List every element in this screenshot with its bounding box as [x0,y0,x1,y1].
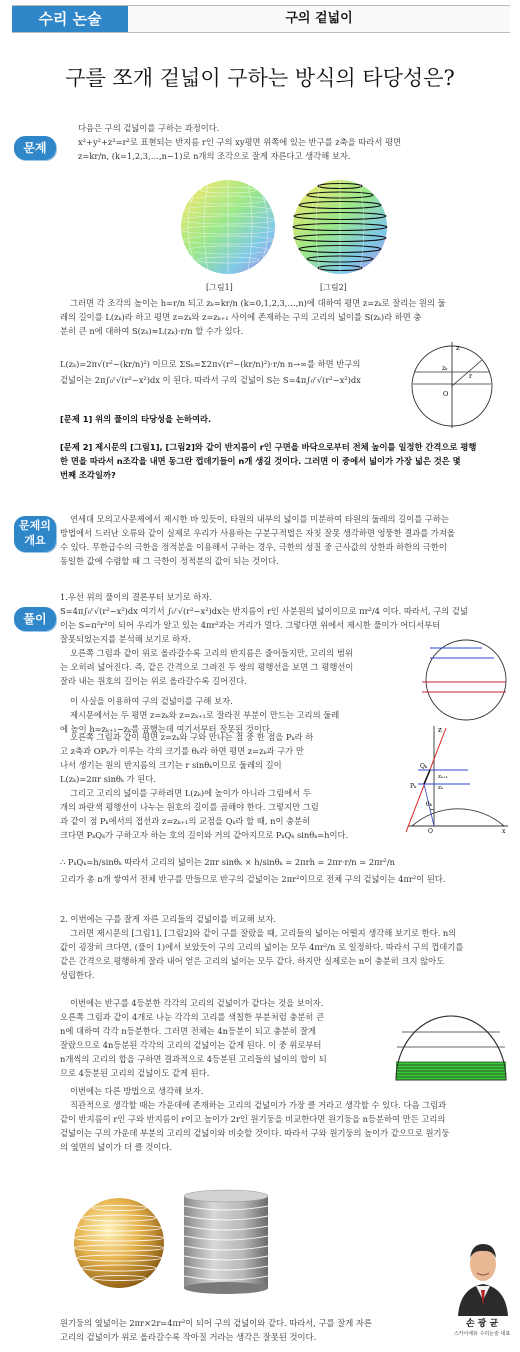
zk-label: zₖ [438,785,443,791]
question-line: 번째 조각일까? [60,470,116,480]
solution-line: S=4π∫₀ʳ√(r²−x²)dx 여기서 ∫₀ʳ√(r²−x²)dx는 반지름이 r인 사분원의 넓이이므로 πr²/4 이다. 따라서, 구의 겉넓 [60,606,468,616]
overview-line: 방법에서 드러난 오류와 같이 실제로 우리가 사용하는 구분구적법은 자칫 잘못 생각하면 엉뚱한 결과를 가져올 [60,528,455,538]
badge-line: 개요 [24,534,46,547]
solution-part2-intro [60,912,510,982]
figure-caption: [그림2] [320,283,347,292]
problem-line: x²+y²+z²=r²로 표현되는 반지름 r인 구의 xy평면 위쪽에 있는 반구를 z축을 따라서 평면 [78,137,401,147]
problem-line: 겉넓이는 2π∫₀ʳ√(r²−x²)dx 이 된다. 따라서 구의 겉넓이 S는 S=4π∫₀ʳ√(r²−x²)dx [60,375,361,385]
problem-line: 다음은 구의 겉넓이를 구하는 과정이다. [78,123,220,133]
solution-line: 므로 4등분된 고리의 겉넓이도 같게 된다. [60,1068,210,1078]
x-axis-label: x [502,828,506,835]
overview-line: 수 있다. 무한급수의 극한을 정적분을 이용해서 구하는 경우, 극한의 성질 중 근사값의 상한과 하한의 극한이 [60,542,447,552]
solution-line: 과 같이 점 Pₖ에서의 접선과 z=zₖ₊₁의 교점을 Qₖ라 할 때, n이 충분히 [60,816,311,826]
sphere-figure-1 [178,178,278,276]
solution-part2-quarters [60,996,386,1080]
problem-line: 레의 길이를 L(zₖ)라 하고 평면 z=zₖ와 z=zₖ₊₁ 사이에 존재하는 구의 고리의 넓이를 S(zₖ)라 하면 충 [60,312,422,322]
solution-line: L(zₖ)=2πr sinθₖ 가 된다. [60,774,156,784]
solution-line: 같이 반지름이 r인 구와 반지름이 r이고 높이가 2r인 원기둥을 비교한다면 원기둥을 n등분하여 만든 고리의 [60,1114,446,1124]
solution-line: 에 높이 h=zₖ₊₁−zₖ를 곱했는데 여기서부터 잘못된 것이다. [60,724,273,734]
overview-badge [14,516,56,552]
question-1: [문제 1] 위의 풀이의 타당성을 논하여라. [60,414,212,424]
hemisphere-diagram [392,1010,510,1084]
solution-line: 그러면 제시문의 [그림1], [그림2]와 같이 구를 잘랐을 때, 고리들의 넓이는 어떨지 생각해 보기로 한다. n의 [70,928,457,938]
author-role: 스카이에듀 수리논술 대표 [453,1331,511,1337]
radius-label: r [469,372,473,380]
page-title: 구를 쪼개 겉넓이 구하는 방식의 타당성은? [65,66,455,90]
solution-line: 고리의 겉넓이가 위로 올라갈수록 작아질 거라는 생각은 잘못된 것이다. [60,1332,317,1342]
solution-line: 성립한다. [60,970,95,980]
solution-line: n개씩의 고리의 합을 구하면 결과적으로 4등분된 고리들의 넓이의 합이 되 [60,1054,327,1064]
problem-intro [78,121,508,163]
solution-line: 의 옆면의 넓이가 더 클 것이다. [60,1142,173,1152]
solution-line: 이번에는 반구를 4등분한 각각의 고리의 겉넓이가 같다는 것을 보이자. [70,998,324,1008]
figure-caption: [그림1] [206,283,233,292]
solution-line: 개의 파란색 평행선이 나누는 원호의 길이를 곱해야 한다. 그렇지만 그림 [60,802,319,812]
axis-label: z [438,726,442,734]
qk-label: Qₖ [420,763,428,770]
category-label: 수리 논술 [12,6,128,32]
problem-derivation [60,356,378,388]
solution-line: 겉넓이는 구의 가운데 부분의 고리의 겉넓이와 비슷할 것이다. 따라서 구와 원기둥의 높이가 같으므로 원기둥 [60,1128,450,1138]
solution-part1-result [60,854,510,888]
sphere-figure-2 [290,178,390,276]
author-name: 손 광 균 [465,1319,499,1329]
solution-part2-cylinder [60,1084,510,1154]
solution-line: 같은 간격으로 평행하게 잘라 내어 얻은 고리의 넓이는 모두 같다. 하지만 실제로는 n이 충분히 크지 않아도 [60,956,445,966]
problem-line: 분히 큰 n에 대하여 S(zₖ)≈L(zₖ)·r/n 할 수가 있다. [60,326,244,336]
solution-line: 나서 생기는 원의 반지름의 크기는 r sinθₖ이므로 둘레의 길이 [60,760,282,770]
gold-sphere [72,1196,166,1290]
tangent-diagram [404,722,510,834]
page-header [12,5,510,33]
solution-line: 그리고 고리의 넓이를 구하려면 L(zₖ)에 높이가 아니라 그림에서 두 [70,788,311,798]
grey-cylinder [182,1188,270,1296]
axis-label: z [456,344,460,352]
solution-line: 직관적으로 생각할 때는 가운데에 존재하는 고리의 겉넓이가 가장 클 거라고 생각할 수 있다. 다음 그림과 [70,1100,447,1110]
solution-line: 값이 굉장히 크다면, (풀이 1)에서 보았듯이 구의 고리의 넓이는 모두 4πr²/n 로 일정하다. 따라서 구의 껍데기를 [60,942,464,952]
solution-line: 이는 S=π²r²이 되어 우리가 알고 있는 4πr²과는 거리가 멀다. 그렇다면 위에서 제시한 풀이가 어디서부터 [60,620,441,630]
solution-line: 고 z축과 OPₖ가 이루는 각의 크기를 θₖ라 하면 평면 z=zₖ과 구가 만 [60,746,304,756]
solution-line: 오른쪽 그림과 같이 위로 올라갈수록 고리의 반지름은 줄어들지만, 고리의 범위 [70,648,353,658]
theta-label: θₖ [426,801,432,808]
overview-text [60,512,510,568]
origin-label: O [428,828,433,835]
solution-line: 이 사실을 이용하여 구의 겉넓이를 구해 보자. [70,696,233,706]
problem-line: 그러면 각 조각의 높이는 h=r/n 되고 zₖ=kr/n (k=0,1,2,3,…,n)에 대하여 평면 z=zₖ로 잘리는 원의 둘 [70,298,446,308]
solution-line: 1.우선 위의 풀이의 결론부터 보기로 하자. [60,592,212,602]
question-2 [60,440,510,482]
question-line: [문제 2] 제시문의 [그림1], [그림2]와 같이 반지름이 r인 구면을 바닥으로부터 전체 높이를 일정한 간격으로 평행 [60,442,477,452]
solution-line: 이번에는 다른 방법으로 생각해 보자. [70,1086,204,1096]
solution-line: ∴ PₖQₖ=h/sinθₖ 따라서 고리의 넓이는 2πr sinθₖ × h/sinθₖ = 2πrh = 2πr·r/n = 2πr²/n [60,857,395,867]
solution-line: 2. 이번에는 구를 잘게 자른 고리들의 겉넓이를 비교해 보자. [60,914,276,924]
circle-diagram-parallels [416,636,508,722]
topic-label: 구의 겉넓이 [285,11,353,26]
solution-part1-ring [60,646,410,736]
problem-line: L(zₖ)=2π√(r²−(kr/n)²) 이므로 ΣSₖ=Σ2π√(r²−(kr/n)²)·r/n n→∞를 하면 반구의 [60,359,361,369]
solution-line: 오른쪽 그림과 같이 평면 z=zₖ와 구와 만나는 점 중 한 점을 Pₖ라 하 [70,732,314,742]
solution-conclusion [60,1316,442,1344]
solution-line: 오른쪽 그림과 같이 4개로 나눈 각각의 고리를 색칠한 부분처럼 충분히 큰 [60,1012,325,1022]
solution-line: n에 대하여 각각 n등분한다. 그러면 전체는 4n등분이 되고 충분히 잘게 [60,1026,317,1036]
problem-line: z=kr/n, (k=1,2,3,…,n−1)로 n개의 조각으로 잘게 자른다고 생각해 보자. [78,151,351,161]
problem-body [60,296,510,338]
pk-label: Pₖ [410,783,417,790]
solution-line: 고리가 총 n개 쌓여서 전체 반구를 만들므로 반구의 겉넓이는 2πr²이므로 전체 구의 겉넓이는 4πr²이 된다. [60,874,446,884]
solution-line: 잘라 내는 원호의 길이는 위로 올라갈수록 길어진다. [60,676,247,686]
solution-line: 제시문에서는 두 평면 z=zₖ와 z=zₖ₊₁로 잘라진 부분이 만드는 고리의 둘레 [70,710,340,720]
question-line: 한 면을 따라서 n조각을 내면 동그란 껍데기들이 n개 생길 것이다. 그러면 이 중에서 넓이가 가장 넓은 것은 몇 [60,456,461,466]
zk1-label: zₖ₊₁ [438,774,449,780]
overview-line: 연세대 모의고사문제에서 제시한 바 있듯이, 타원의 내부의 넓이를 미분하여 타원의 둘레의 길이를 구하는 [70,514,449,524]
overview-line: 동일한 값에 수렴할 때 그 극한이 정적분의 값이 되는 것이다. [60,556,279,566]
solution-line: 는 오히려 넓어진다. 즉, 같은 간격으로 그려진 두 쌍의 평행선을 보면 그 평행선이 [60,662,354,672]
solution-badge: 풀이 [14,607,56,631]
solution-line: 크다면 PₖQₖ가 구하고자 하는 호의 길이와 거의 같아지므로 PₖQₖ sinθₖ=h이다. [60,830,349,840]
origin-label: O [443,390,449,398]
solution-line: 잘랐으므로 4n등분된 각각의 고리의 겉넓이는 같게 된다. 이 중 위로부터 [60,1040,322,1050]
badge-line: 문제의 [19,519,51,532]
solution-part1-derivation [60,730,404,842]
solution-line: 잘못되었는지를 분석해 보기로 하자. [60,634,191,644]
problem-badge: 문제 [14,136,56,160]
solution-line: 원기둥의 옆넓이는 2πr×2r=4πr²이 되어 구의 겉넓이와 같다. 따라서, 구를 잘게 자른 [60,1318,372,1328]
author-photo [452,1226,514,1316]
zk-label: zₖ [442,365,448,372]
